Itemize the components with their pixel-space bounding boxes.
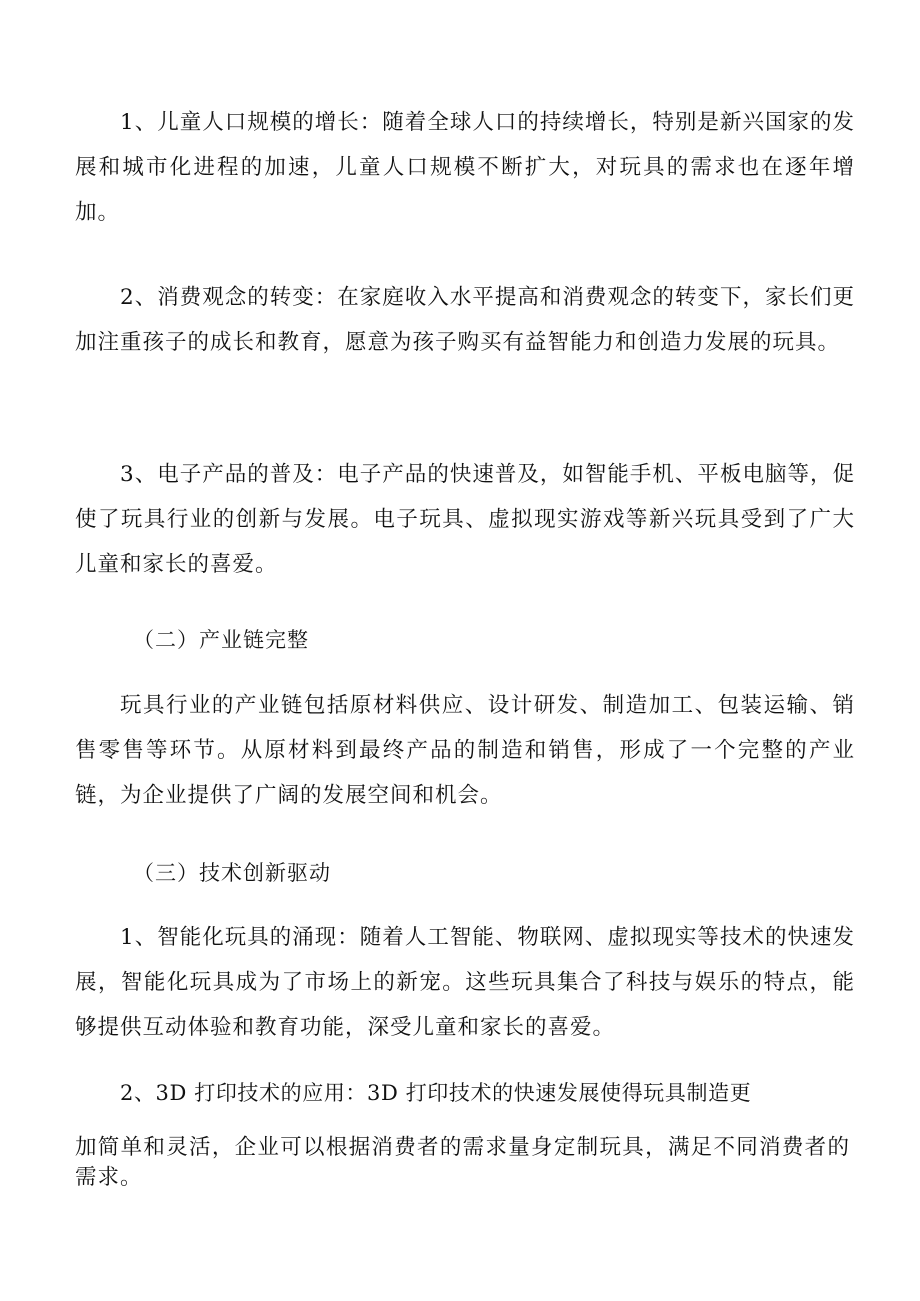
paragraph-industry-chain: 玩具行业的产业链包括原材料供应、设计研发、制造加工、包装运输、销售零售等环节。从原材料到最终产品的制造和销售，形成了一个完整的产业链，为企业提供了广阔的发展空间和机会。 [75,693,855,808]
section-heading-industry-chain: （二）产业链完整 [133,628,309,652]
paragraph-population-growth: 1、儿童人口规模的增长：随着全球人口的持续增长，特别是新兴国家的发展和城市化进程的加速，儿童人口规模不断扩大，对玩具的需求也在逐年增加。 [75,110,855,225]
paragraph-3d-printing-first-line: 2、3D 打印技术的应用：3D 打印技术的快速发展使得玩具制造更 [120,1081,752,1105]
paragraph-consumption-concept: 2、消费观念的转变：在家庭收入水平提高和消费观念的转变下，家长们更加注重孩子的成长和教育，愿意为孩子购买有益智能力和创造力发展的玩具。 [75,285,855,355]
paragraph-electronics-popularity: 3、电子产品的普及：电子产品的快速普及，如智能手机、平板电脑等，促使了玩具行业的创新与发展。电子玩具、虚拟现实游戏等新兴玩具受到了广大儿童和家长的喜爱。 [75,462,855,577]
paragraph-3d-printing-continuation: 加简单和灵活，企业可以根据消费者的需求量身定制玩具，满足不同消费者的需求。 [75,1135,850,1190]
section-heading-tech-innovation: （三）技术创新驱动 [133,861,331,885]
paragraph-smart-toys: 1、智能化玩具的涌现：随着人工智能、物联网、虚拟现实等技术的快速发展，智能化玩具成为了市场上的新宠。这些玩具集合了科技与娱乐的特点，能够提供互动体验和教育功能，深受儿童和家长的喜爱。 [75,925,855,1040]
